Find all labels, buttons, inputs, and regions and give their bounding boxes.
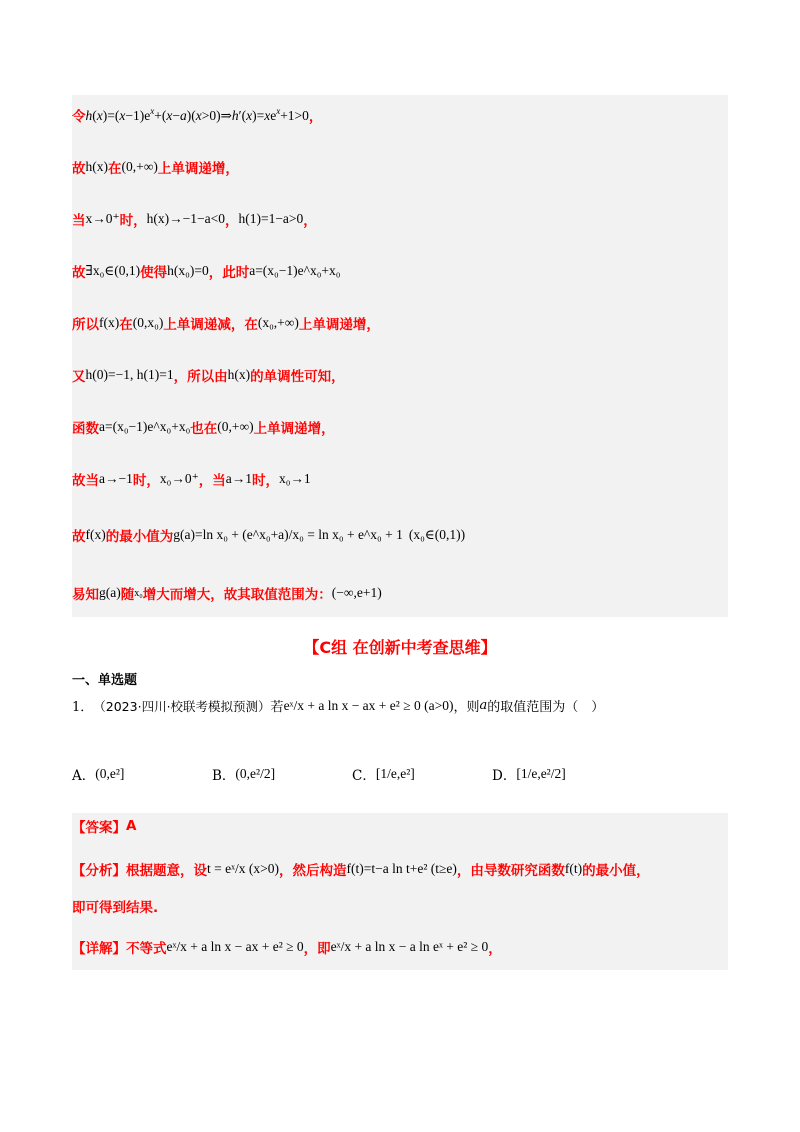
analysis-line bbox=[72, 849, 728, 889]
math: x₀ bbox=[134, 587, 143, 599]
math: (x₀∈(0,1)) bbox=[408, 527, 466, 542]
option-label: D． bbox=[492, 768, 517, 784]
option-d[interactable] bbox=[492, 752, 566, 796]
math: (x₀,+∞) bbox=[257, 315, 299, 330]
text: 的最小值为 bbox=[105, 529, 174, 545]
text: 增大而增大，故其取值范围为： bbox=[142, 587, 332, 603]
text: 也在 bbox=[190, 421, 218, 437]
text: 上单调递减，在 bbox=[163, 317, 258, 333]
text: 上单调递增， bbox=[298, 317, 380, 333]
math: g(a) bbox=[99, 585, 121, 600]
text: ，所以由 bbox=[173, 369, 228, 385]
option-label: B． bbox=[212, 768, 236, 784]
math: f(t)=t−a ln t+e² (t≥e) bbox=[346, 861, 457, 876]
math: ∃x₀∈(0,1) bbox=[85, 263, 141, 278]
text: ，则 bbox=[453, 700, 480, 715]
text: 不等式 bbox=[126, 941, 167, 957]
question-number: 1． bbox=[72, 700, 94, 715]
section-title: 【C组 在创新中考查思维】 bbox=[303, 638, 497, 657]
math: h(x) bbox=[85, 159, 108, 174]
math: g(a)=ln x₀ + (e^x₀+a)/x₀ = ln x₀ + e^x₀ + 1 bbox=[173, 527, 403, 542]
math: t = eˣ/x (x>0) bbox=[207, 861, 279, 876]
math: h(x) bbox=[227, 367, 251, 382]
math: a=(x₀−1)e^x₀+x₀ bbox=[99, 419, 191, 434]
text: ，即 bbox=[303, 941, 331, 957]
text: 故 bbox=[72, 529, 86, 545]
text: 令 bbox=[72, 109, 86, 125]
math: f(x) bbox=[85, 527, 106, 542]
text: 故 bbox=[72, 265, 86, 281]
question-1 bbox=[72, 696, 604, 715]
text: 的单调性可知， bbox=[250, 369, 345, 385]
detail-tag: 【详解】 bbox=[72, 941, 126, 957]
answer-tag: 【答案】 bbox=[72, 820, 126, 836]
math: a→1 bbox=[225, 471, 252, 486]
solution-line-7 bbox=[72, 407, 728, 447]
text: 根据题意，设 bbox=[126, 863, 207, 879]
answer-line bbox=[72, 813, 728, 839]
math: a=(x₀−1)e^x₀+x₀ bbox=[249, 263, 341, 278]
analysis-tag: 【分析】 bbox=[72, 863, 126, 879]
analysis-line-2 bbox=[72, 891, 728, 921]
solution-line-9 bbox=[72, 515, 728, 555]
text: ， bbox=[303, 213, 317, 229]
option-b[interactable] bbox=[212, 752, 275, 796]
question-type-heading: 一、单选题 bbox=[72, 673, 138, 688]
text: 时， bbox=[119, 213, 147, 229]
math: eˣ/x + a ln x − a ln eˣ + e² ≥ 0 bbox=[330, 939, 489, 954]
text: 随 bbox=[120, 587, 135, 603]
text: 使得 bbox=[140, 265, 168, 281]
math: (−∞,e+1) bbox=[331, 585, 382, 600]
option-c[interactable] bbox=[352, 752, 415, 796]
option-text: [1/e,e²] bbox=[375, 766, 415, 781]
text: 易知 bbox=[72, 587, 99, 603]
math: (0,x₀) bbox=[132, 315, 164, 330]
solution-line-2 bbox=[72, 147, 728, 187]
text: ，由导数研究函数 bbox=[456, 863, 565, 879]
answer-value: A bbox=[126, 818, 137, 834]
math: h(x)→−1−a<0 bbox=[146, 211, 225, 226]
text: 即可得到结果. bbox=[72, 900, 159, 916]
math: (0,+∞) bbox=[121, 159, 158, 174]
math: x→0⁺ bbox=[85, 211, 120, 226]
option-label: C． bbox=[352, 768, 376, 784]
variable-a: a bbox=[479, 698, 488, 713]
text: 故当 bbox=[72, 473, 99, 489]
math: h(0)=−1, h(1)=1 bbox=[85, 367, 174, 382]
text: ， bbox=[224, 213, 239, 229]
text: 上单调递增， bbox=[157, 161, 239, 177]
text: 故 bbox=[72, 161, 86, 177]
math-inequality: eˣ/x + a ln x − ax + e² ≥ 0 (a>0) bbox=[283, 697, 454, 713]
text: 的取值范围为（ ） bbox=[487, 700, 605, 715]
detail-line bbox=[72, 927, 728, 967]
text: ，此时 bbox=[208, 265, 250, 281]
solution-line-3 bbox=[72, 199, 728, 239]
text: 在 bbox=[108, 161, 122, 177]
text: 若 bbox=[270, 700, 284, 715]
answer-block bbox=[72, 813, 728, 970]
math: f(t) bbox=[564, 861, 583, 876]
option-text: [1/e,e²/2] bbox=[516, 766, 566, 781]
solution-block-1 bbox=[72, 95, 728, 617]
text: 当 bbox=[72, 213, 86, 229]
text: ， bbox=[488, 941, 502, 957]
text: 所以 bbox=[72, 317, 99, 333]
text: 上单调递增， bbox=[253, 421, 335, 437]
text: 时， bbox=[132, 473, 160, 489]
math: f(x) bbox=[99, 315, 120, 330]
math: a→−1 bbox=[99, 471, 133, 486]
solution-line-10 bbox=[72, 573, 728, 613]
math: x₀→0⁺ bbox=[159, 471, 199, 486]
text: 函数 bbox=[72, 421, 99, 437]
option-a[interactable] bbox=[72, 752, 124, 796]
option-text: (0,e²/2] bbox=[235, 766, 276, 781]
text: ， bbox=[308, 109, 323, 125]
text: 的最小值， bbox=[582, 863, 650, 879]
math: h(1)=1−a>0 bbox=[238, 211, 304, 226]
answer-options bbox=[72, 752, 672, 796]
text: 在 bbox=[119, 317, 133, 333]
math-h-definition: $h(x)=(x-1)e^x+(x-a)(x>0)\Rightarrow h'(x)=xe^x+1>0$ bbox=[85, 106, 309, 123]
question-source: （2023·四川·校联考模拟预测） bbox=[93, 698, 271, 714]
text: 又 bbox=[72, 369, 86, 385]
solution-line-6 bbox=[72, 355, 728, 395]
math: h(x₀)=0 bbox=[167, 263, 209, 278]
option-text: (0,e²] bbox=[95, 766, 125, 781]
option-label: A． bbox=[72, 768, 96, 784]
text: 时， bbox=[251, 473, 279, 489]
math: eˣ/x + a ln x − ax + e² ≥ 0 bbox=[166, 939, 304, 954]
solution-line-4 bbox=[72, 251, 728, 291]
solution-line-5 bbox=[72, 303, 728, 343]
math: (0,+∞) bbox=[217, 419, 254, 434]
solution-line-8 bbox=[72, 459, 728, 499]
text: ，当 bbox=[198, 473, 226, 489]
text: ，然后构造 bbox=[279, 863, 347, 879]
math: x₀→1 bbox=[278, 471, 311, 486]
solution-line-1 bbox=[72, 95, 728, 135]
